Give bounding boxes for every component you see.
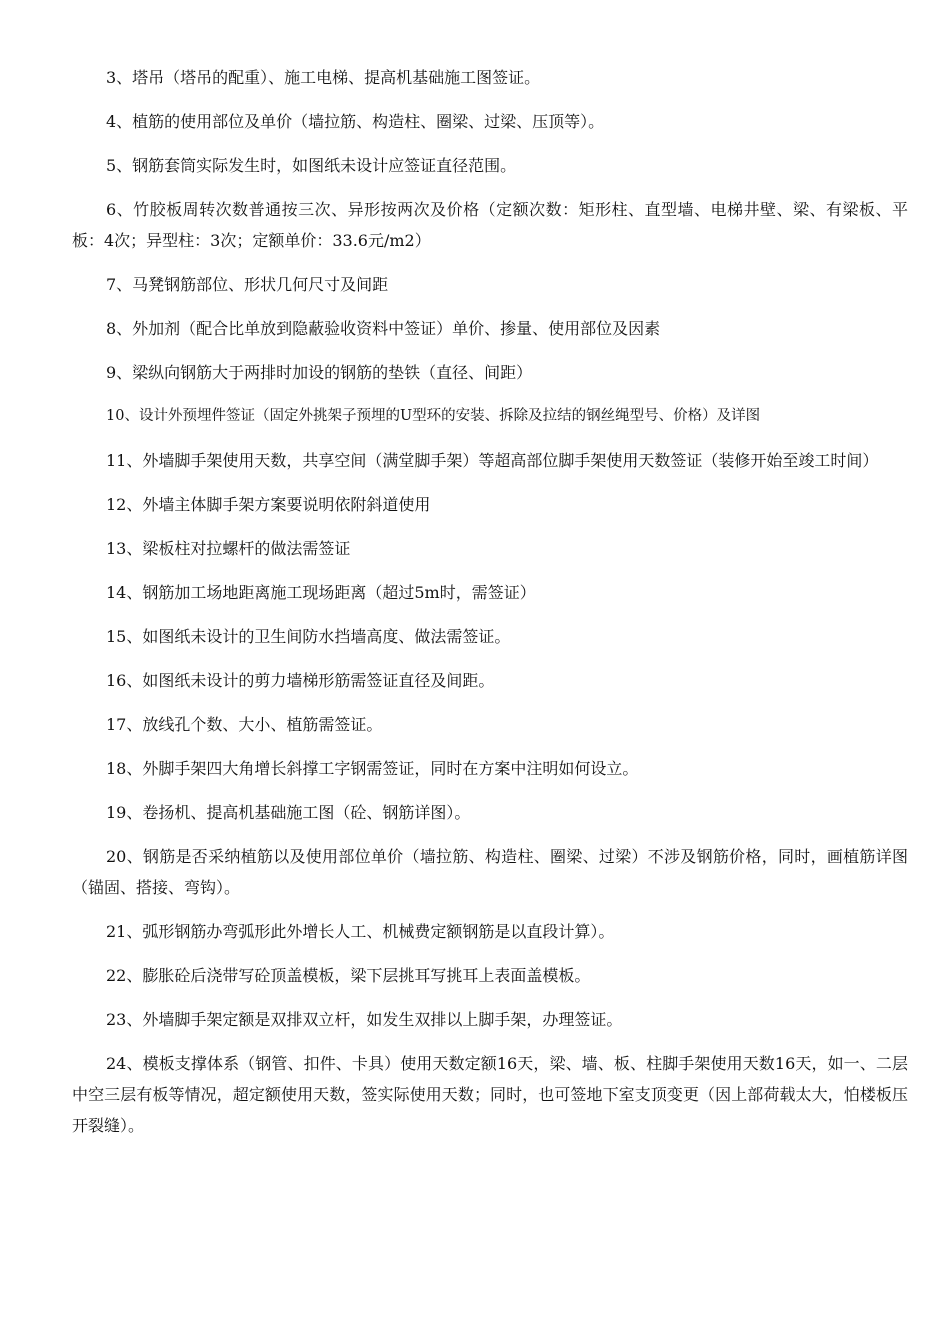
paragraph-item-3: 3、塔吊（塔吊的配重）、施工电梯、提高机基础施工图签证。: [106, 68, 541, 87]
document-body: [72, 62, 908, 1154]
paragraph-item-20: 20、钢筋是否采纳植筋以及使用部位单价（墙拉筋、构造柱、圈梁、过梁）不涉及钢筋价格，同时，画植筋详图（锚固、搭接、弯钩）。: [72, 847, 908, 897]
paragraph-item-7: 7、马凳钢筋部位、形状几何尺寸及间距: [106, 275, 389, 294]
paragraph-item-4: 4、植筋的使用部位及单价（墙拉筋、构造柱、圈梁、过梁、压顶等）。: [106, 112, 605, 131]
paragraph-item-21: 21、弧形钢筋办弯弧形此外增长人工、机械费定额钢筋是以直段计算）。: [106, 922, 615, 941]
paragraph-item-10: 10、设计外预埋件签证（固定外挑架子预埋的U型环的安装、拆除及拉结的钢丝绳型号、价格）及详图: [106, 408, 761, 424]
paragraph-item-17: 17、放线孔个数、大小、植筋需签证。: [106, 715, 383, 734]
paragraph-item-24: 24、模板支撑体系（钢管、扣件、卡具）使用天数定额16天，梁、墙、板、柱脚手架使用天数16天，如一、二层中空三层有板等情况，超定额使用天数，签实际使用天数；同时，也可签地下室支顶变更（因上部荷载太大，怕楼板压开裂缝）。: [72, 1054, 908, 1135]
paragraph-item-14: 14、钢筋加工场地距离施工现场距离（超过5m时，需签证）: [106, 583, 536, 602]
paragraph-item-18: 18、外脚手架四大角增长斜撑工字钢需签证，同时在方案中注明如何设立。: [106, 759, 639, 778]
paragraph-item-15: 15、如图纸未设计的卫生间防水挡墙高度、做法需签证。: [106, 627, 511, 646]
paragraph-item-8: 8、外加剂（配合比单放到隐蔽验收资料中签证）单价、掺量、使用部位及因素: [106, 319, 661, 338]
paragraph-item-5: 5、钢筋套筒实际发生时，如图纸未设计应签证直径范围。: [106, 156, 517, 175]
paragraph-item-22: 22、膨胀砼后浇带写砼顶盖模板，梁下层挑耳写挑耳上表面盖模板。: [106, 966, 591, 985]
paragraph-item-19: 19、卷扬机、提高机基础施工图（砼、钢筋详图）。: [106, 803, 471, 822]
paragraph-item-13: 13、梁板柱对拉螺杆的做法需签证: [106, 539, 351, 558]
paragraph-item-12: 12、外墙主体脚手架方案要说明依附斜道使用: [106, 495, 431, 514]
paragraph-item-16: 16、如图纸未设计的剪力墙梯形筋需签证直径及间距。: [106, 671, 495, 690]
paragraph-item-23: 23、外墙脚手架定额是双排双立杆，如发生双排以上脚手架，办理签证。: [106, 1010, 623, 1029]
paragraph-item-9: 9、梁纵向钢筋大于两排时加设的钢筋的垫铁（直径、间距）: [106, 363, 533, 382]
paragraph-item-11: 11、外墙脚手架使用天数，共享空间（满堂脚手架）等超高部位脚手架使用天数签证（装修开始至竣工时间）: [106, 451, 879, 470]
paragraph-item-6: 6、竹胶板周转次数普通按三次、异形按两次及价格（定额次数：矩形柱、直型墙、电梯井壁、梁、有梁板、平板：4次；异型柱：3次；定额单价：33.6元/m2）: [72, 200, 908, 250]
